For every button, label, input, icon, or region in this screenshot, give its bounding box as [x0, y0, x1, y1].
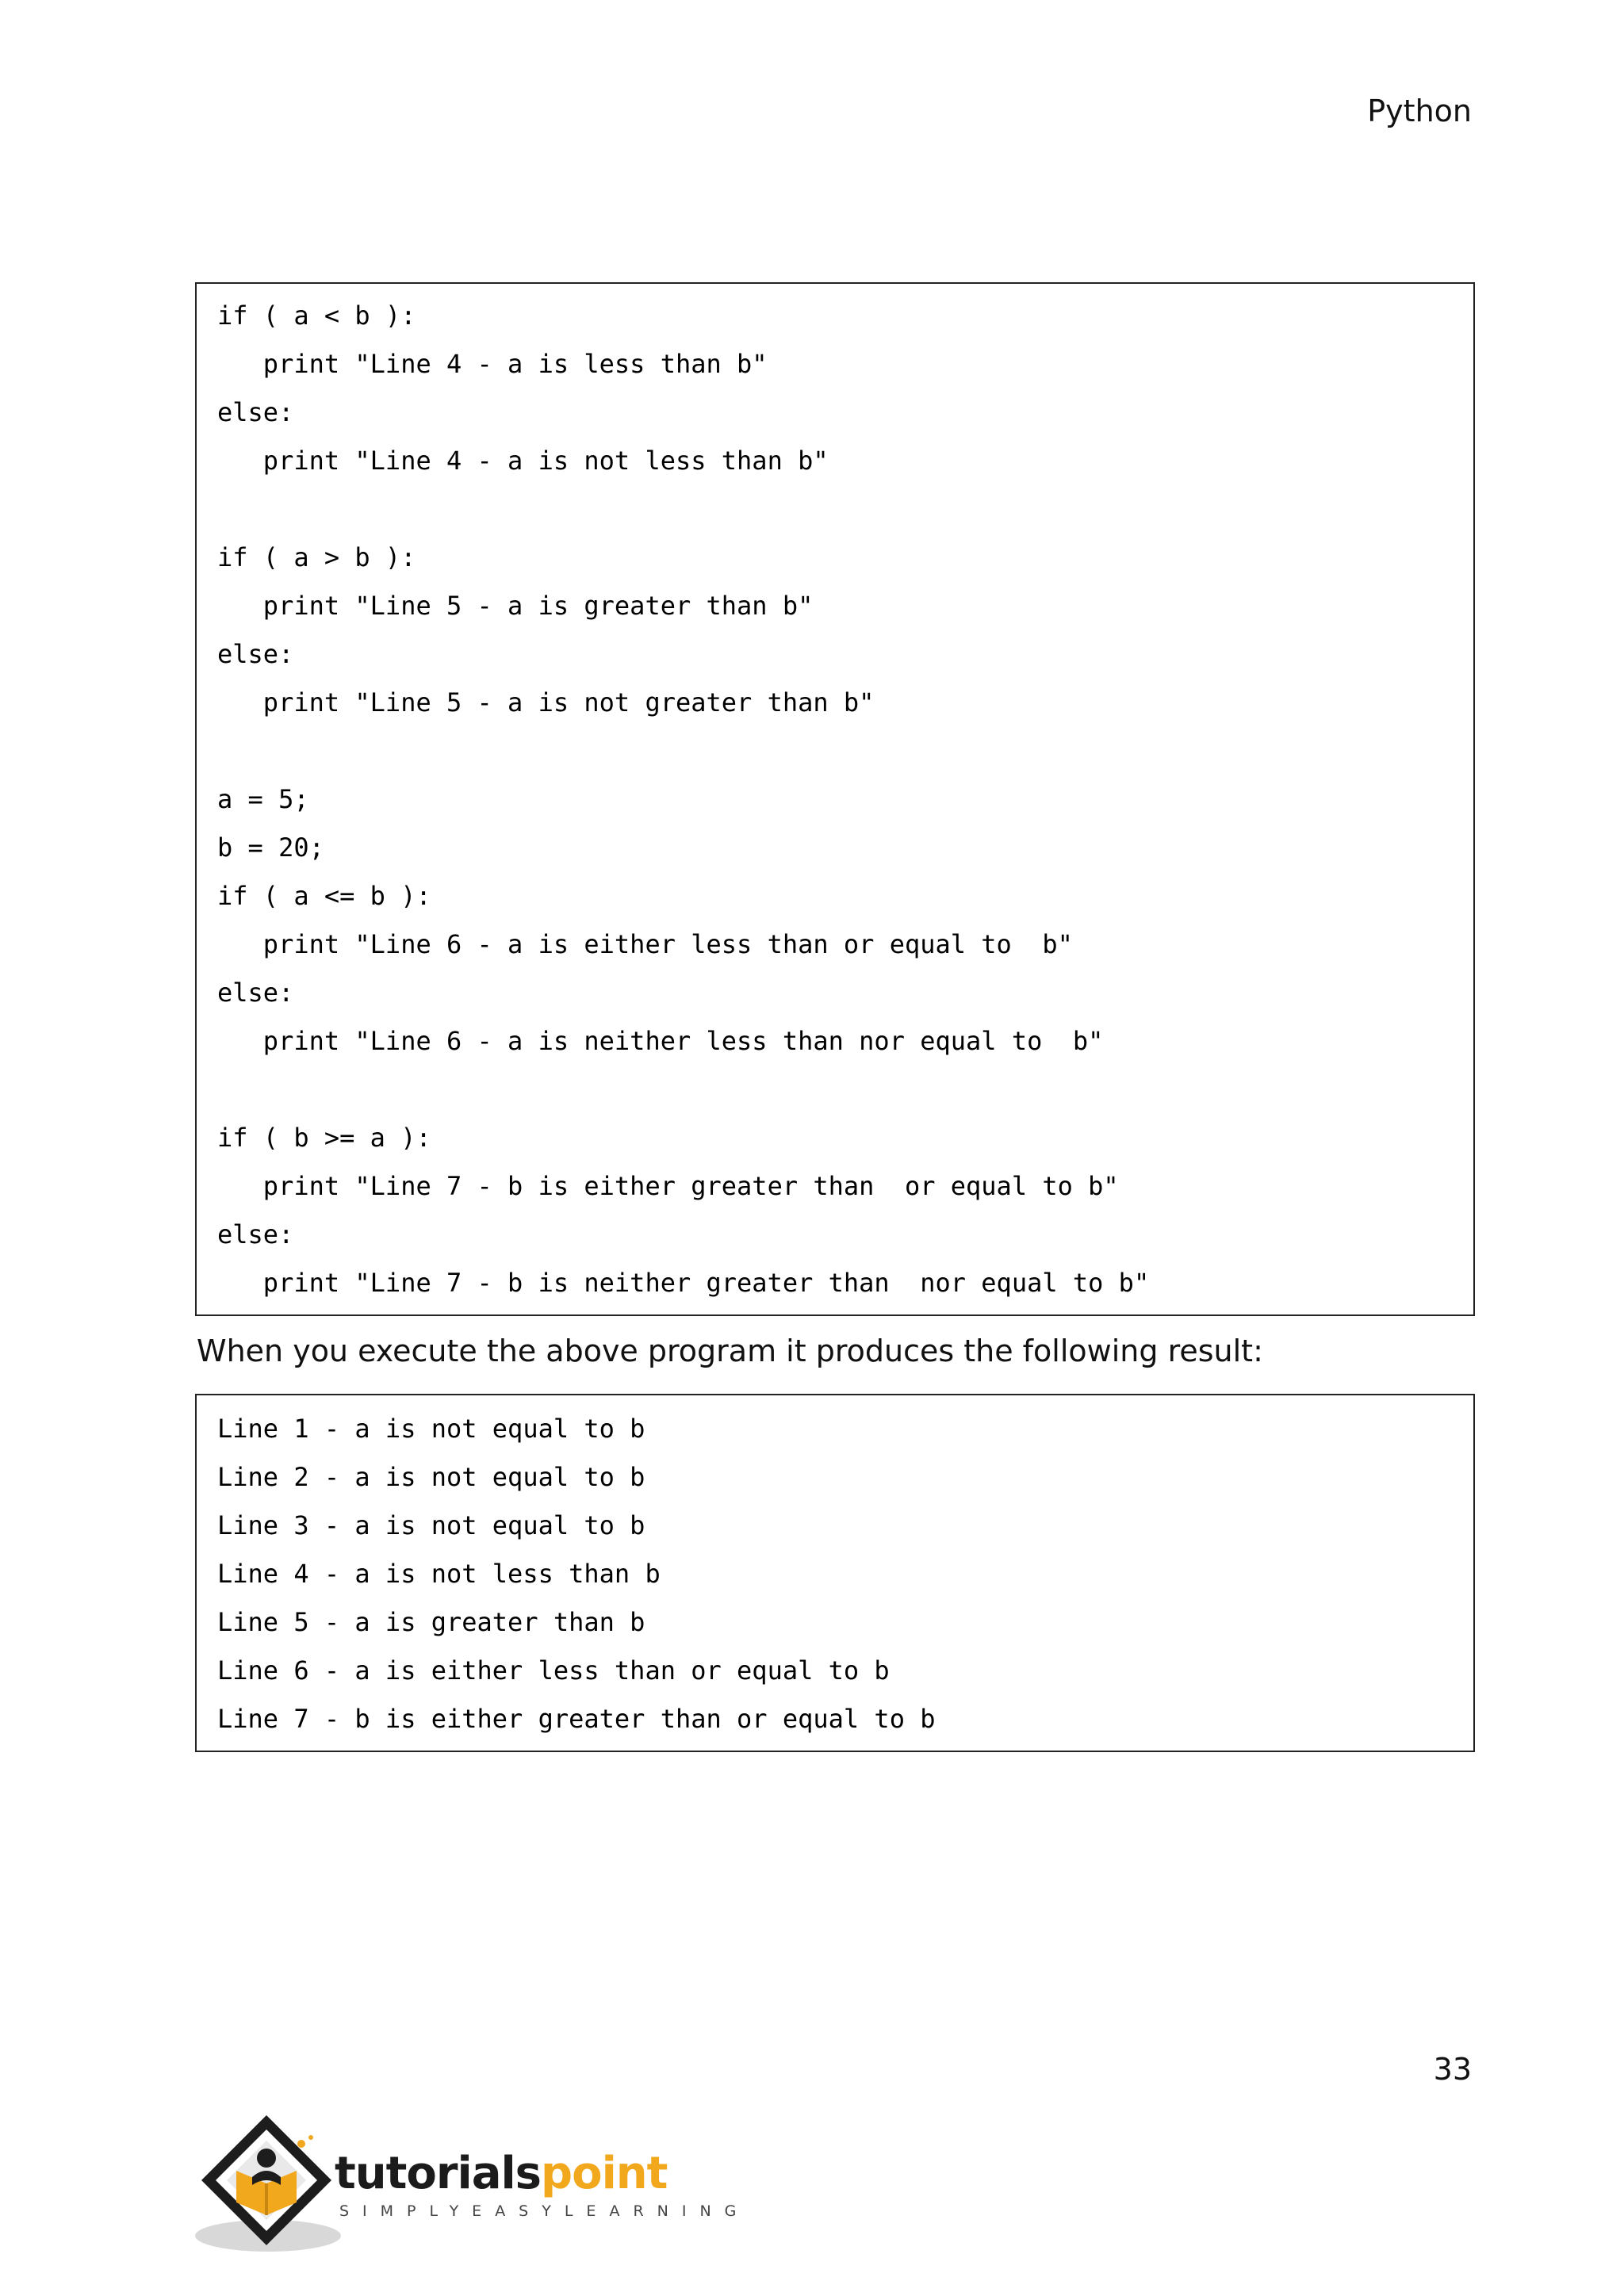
code-line: if ( a <= b ): [217, 881, 431, 911]
page-header-title: Python [1367, 94, 1472, 128]
code-line: else: [217, 639, 294, 669]
code-line: if ( a > b ): [217, 542, 416, 572]
source-code-block [195, 282, 1475, 1316]
code-line: print "Line 5 - a is greater than b" [217, 591, 814, 621]
logo-emblem-icon [195, 2109, 346, 2260]
code-line: print "Line 4 - a is not less than b" [217, 446, 829, 476]
code-line: print "Line 4 - a is less than b" [217, 349, 768, 379]
code-line: else: [217, 397, 294, 427]
code-line: else: [217, 1219, 294, 1249]
logo-wordmark-part1: tutorials [335, 2148, 542, 2199]
output-block [195, 1394, 1475, 1752]
code-line: b = 20; [217, 832, 324, 863]
code-line: print "Line 6 - a is neither less than nor equal to b" [217, 1026, 1104, 1056]
code-line: a = 5; [217, 784, 309, 814]
tutorialspoint-logo [195, 2109, 750, 2260]
logo-wordmark-part2: point [541, 2148, 668, 2199]
code-line: print "Line 5 - a is not greater than b" [217, 687, 875, 718]
code-line: if ( a < b ): [217, 300, 416, 331]
code-line: else: [217, 978, 294, 1008]
output-line: Line 6 - a is either less than or equal to b [217, 1655, 890, 1686]
code-line: print "Line 7 - b is either greater than or equal to b" [217, 1171, 1119, 1201]
code-line: if ( b >= a ): [217, 1123, 431, 1153]
logo-tagline: SIMPLYEASYLEARNING [339, 2202, 750, 2220]
output-line: Line 1 - a is not equal to b [217, 1414, 645, 1444]
result-intro-text: When you execute the above program it produces the following result: [197, 1334, 1263, 1368]
output-line: Line 4 - a is not less than b [217, 1559, 661, 1589]
code-line: print "Line 6 - a is either less than or equal to b" [217, 929, 1073, 959]
output-line: Line 7 - b is either greater than or equal to b [217, 1704, 936, 1734]
output-line: Line 2 - a is not equal to b [217, 1462, 645, 1492]
code-line: print "Line 7 - b is neither greater than nor equal to b" [217, 1268, 1150, 1298]
output-line: Line 3 - a is not equal to b [217, 1510, 645, 1540]
output-line: Line 5 - a is greater than b [217, 1607, 645, 1637]
page-number: 33 [1433, 2052, 1472, 2087]
logo-wordmark [335, 2150, 667, 2198]
